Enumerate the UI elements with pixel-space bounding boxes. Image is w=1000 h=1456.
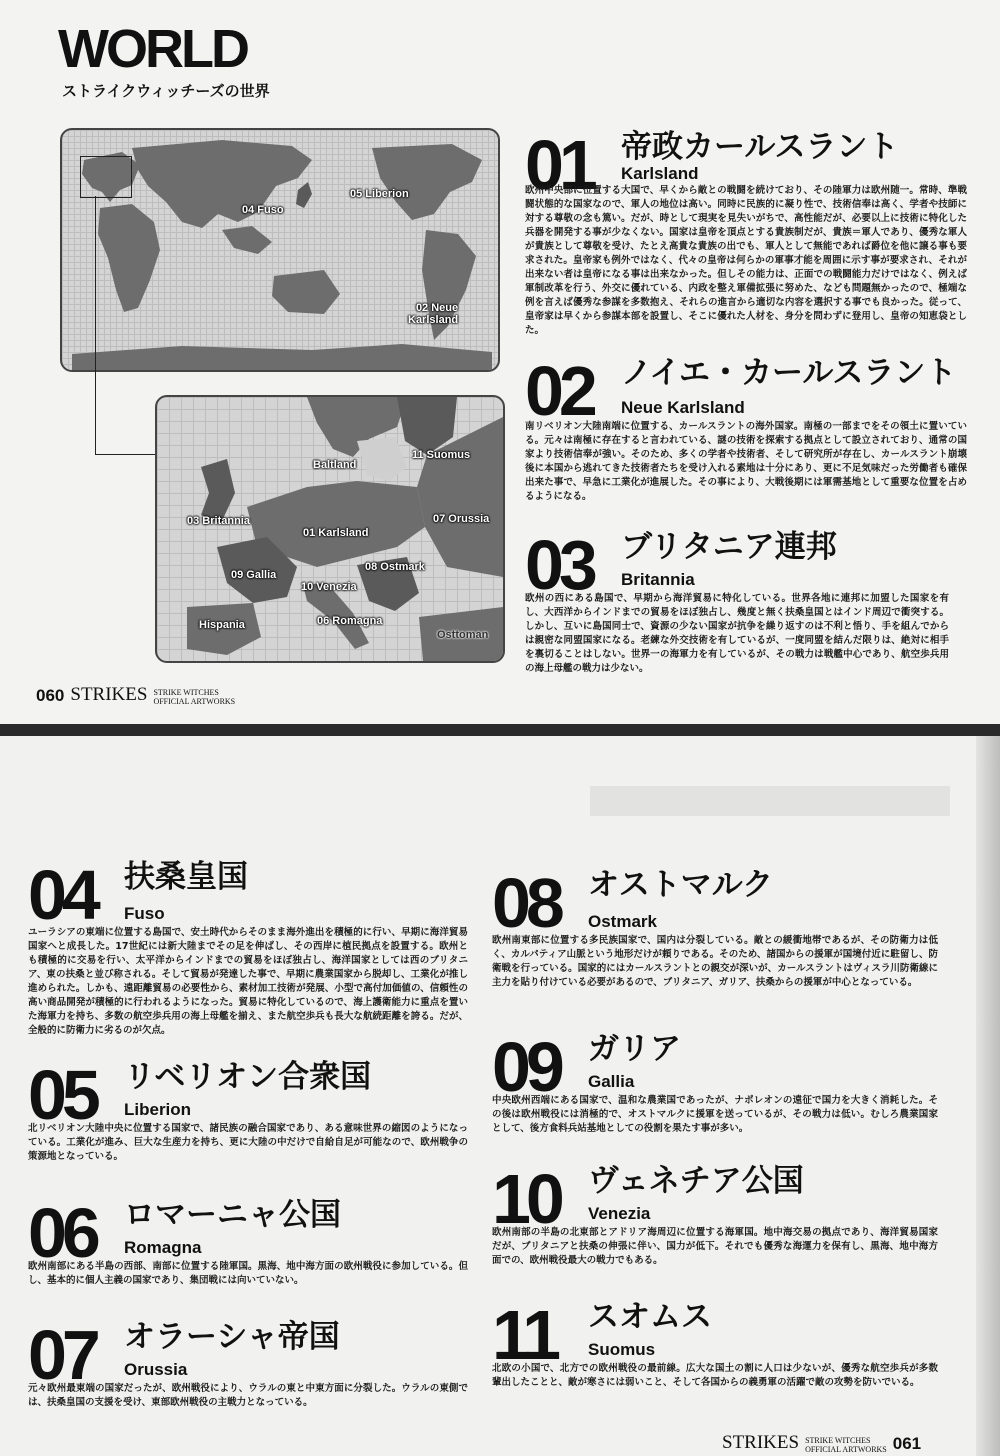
country-entry [492,1160,942,1284]
page-title: WORLD [58,19,247,79]
country-description: 中央欧州西端にある国家で、温和な農業国であったが、ナポレオンの遠征で国力を大きく消耗した。その後は欧州戦役には消極的で、オストマルクに援軍を送っているが、その戦力は低い。むしろ農業国家として、後方食料兵站基地としての役割を果たす事が多い。 [492,1095,938,1134]
map-label-baltland: Baltland [313,459,357,471]
country-entry [28,1316,468,1420]
footer-brand-small: STRIKE WITCHES OFFICIAL ARTWORKS [153,688,236,706]
bleed-through-shape [590,776,950,826]
country-entry [28,1056,468,1170]
country-entry [492,864,942,1008]
country-number: 08 [492,864,560,942]
map-label-orussia: 07 Orussia [433,513,490,525]
country-description: 南リベリオン大陸南端に位置する、カールスラントの海外国家。南極の一部までをその領土に置いている。元々は南極に存在すると言われている、謎の技術を探索する拠点として設立されており、通常の国家より技術信奉が強い。そのため、多くの学者や技術者、そして研究所が存在し、カールスラント崩壊後に本国から逃れてきた技術者たちを受け入れる素地は十分にあり、更に不足気味だった労働者も確保出来た事で、早急に工業化が進展した。その事により、大戦後期には軍需基地として重要な位置を占めるようになる。 [525,421,967,502]
country-name-jp: ロマーニャ公国 [124,1197,341,1233]
country-number: 05 [28,1056,96,1134]
map-label-venezia: 10 Venezia [301,581,357,593]
country-number: 01 [525,126,593,204]
country-number: 07 [28,1316,96,1394]
page-subtitle: ストライクウィッチーズの世界 [62,82,270,100]
country-name-en: Fuso [124,904,165,923]
country-number: 02 [525,352,593,430]
country-entry [28,1194,468,1298]
country-description: 北リベリオン大陸中央に位置する国家で、諸民族の融合国家であり、ある意味世界の縮図のようになっている。工業化が進み、巨大な生産力を持ち、更に大陸の中だけで自給自足が可能なので、欧州戦争の策源地となっている。 [28,1123,468,1162]
country-description: 欧州の西にある島国で、早期から海洋貿易に特化している。世界各地に連邦に加盟した国家を有し、大西洋からインドまでの貿易をほぼ独占し、幾度と無く扶桑皇国とはインド周辺で衝突する。しかし、互いに島国同士で、資源の少ない国家が抗争を繰り返すのは不利と悟り、手を組んでからは親密な同盟国家になる。老練な外交技術を有しているが、一度同盟を結んだ限りは、絶対に相手を裏切ることはしない。世界一の海軍力を有しているが、その戦力は戦艦中心であり、航空歩兵用の海上母艦の戦力は少ない。 [525,593,949,674]
page-footer [36,684,235,706]
country-entry [492,1028,942,1152]
country-description: 欧州南部にある半島の西部、南部に位置する陸軍国。黒海、地中海方面の欧州戦役に参加している。但し、基本的に個人主義の国家であり、集団戦には向いていない。 [28,1261,468,1286]
country-entry [525,352,975,506]
country-number: 09 [492,1028,560,1106]
country-name-en: Venezia [588,1204,651,1223]
map-label-britannia: 03 Britannia [187,515,250,527]
country-number: 04 [28,856,96,934]
country-description: 北欧の小国で、北方での欧州戦役の最前線。広大な国土の割に人口は少ないが、優秀な航空歩兵が多数輩出したことと、敵が寒さには弱いこと、そして各国からの義勇軍の活躍で敵の攻勢を防いでいる。 [492,1363,938,1388]
page-061 [0,736,1000,1456]
map-label-gallia: 09 Gallia [231,569,277,581]
country-number: 10 [492,1160,560,1238]
map-connector-line [95,196,96,454]
world-map [60,128,500,372]
bleed-through-text [590,776,950,837]
europe-zoom-box [80,156,132,198]
country-name-en: Gallia [588,1072,635,1091]
map-label-osttoman: Osttoman [437,629,489,641]
country-entry [492,1296,942,1410]
country-name-jp: リベリオン合衆国 [124,1059,372,1095]
map-label-fuso: 04 Fuso [242,204,284,216]
page-number: 060 [36,686,65,705]
footer-brand: STRIKES [70,684,148,705]
country-entry [525,526,955,680]
country-entry [525,126,975,336]
country-name-jp: ブリタニア連邦 [621,529,837,565]
country-name-jp: ノイエ・カールスラント [621,355,957,391]
footer-brand-small: STRIKE WITCHES OFFICIAL ARTWORKS [805,1436,887,1454]
map-label-neue-karlsland: 02 Neue Karlsland [408,302,459,327]
country-name-en: Orussia [124,1360,188,1379]
map-connector-line [95,454,155,455]
binding-edge [976,736,1000,1456]
map-label-karlsland: 01 Karlsland [303,527,369,539]
map-label-hispania: Hispania [199,619,245,631]
map-label-liberion: 05 Liberion [350,188,409,200]
country-name-en: Karlsland [621,164,699,183]
page-060 [0,0,1000,724]
country-description: 欧州南部の半島の北東部とアドリア海周辺に位置する海軍国。地中海交易の拠点であり、海洋貿易国家だが、ブリタニアと扶桑の伸張に伴い、国力が低下。それでも優秀な海運力を保有し、黒海、地中海方面での、欧州戦役最大の戦力でもある。 [492,1227,938,1266]
country-name-jp: オストマルク [588,867,774,903]
country-name-en: Neue Karlsland [621,398,745,417]
country-description: ユーラシアの東端に位置する島国で、安土時代からそのまま海外進出を積極的に行い、早期に海洋貿易国家へと成長した。17世紀には新大陸までその足を伸ばし、その西岸に植民拠点を設置する。欧州とも積極的に交易を行い、太平洋からインドまでの貿易をほぼ独占し、海洋国家としては西のブリタニア、東の扶桑と並び称される。そして貿易が発達した事で、早期に農業国家から脱却し、工業化が推し進められた。しかも、遠距離貿易の必要性から、素材加工技術が発展、小型で高付加価値の、信頼性の高い商品開発が積極的に行われるようになった。貿易に特化しているので、海上護衛能力に重点を置いた海軍力を持ち、多数の航空歩兵用の海上母艦を揃え、また航空歩兵も長大な航続距離を誇る。だが、全般的に防衛力に劣るのが欠点。 [28,927,468,1036]
country-name-en: Liberion [124,1100,192,1119]
country-description: 欧州南東部に位置する多民族国家で、国内は分裂している。敵との緩衝地帯であるが、その防衛力は低く、カルパティア山脈という地形だけが頼りである。そのため、諸国からの援軍が国境付近に駐留し、防衛戦を行っている。国家的にはカールスラントとの親交が深いが、カールスラントはヴィスラ川防衛線に主力を貼り付けている必要があるので、ブリタニア、ガリア、扶桑からの援軍が中心となっている。 [492,935,938,988]
page-number: 061 [892,1434,922,1453]
map-label-suomus: 11 Suomus [412,449,471,461]
page-footer [722,1432,921,1454]
country-description: 欧州中央部に位置する大国で、早くから敵との戦闘を続けており、その陸軍力は欧州随一。常時、準戦闘状態的な国家なので、軍人の地位は高い。同時に民族的に凝り性で、技術信奉は高く、学者や技師に対する尊敬の念も篤い。だが、時として現実を見失いがちで、高性能だが、必要以上に技術に特化した兵器を開発する事が少なくない。国家は皇帝を頂点とする貴族制だが、貴族＝軍人であり、優秀な軍人が貴族として尊敬を受け、たとえ高貴な貴族の出でも、軍人として無能であれば爵位を他に譲る事も要求された。皇帝家も例外ではなく、代々の皇帝は何らかの軍事才能を周囲に示す事が要求され、それが出来ない者は皇帝になる事は出来なかった。但しその能力は、正面での戦闘能力だけではなく、例えば軍制改革を行う、外交に優れている、内政を整え軍備拡張に努めた、なども問題無かったので、極端な例を言えば優秀な参謀を多数抱え、それらの進言から適切な内容を選択する事でも良かった。従って、皇帝家は早くから参謀本部を設置し、そこに優れた人材を、身分を問わずに登用し、皇帝の知恵袋とした。 [525,185,967,336]
map-label-ostmark: 08 Ostmark [365,561,425,573]
country-description: 元々欧州最東端の国家だったが、欧州戦役により、ウラルの東と中東方面に分裂した。ウラルの東側では、扶桑皇国の支援を受け、東部欧州戦役の主戦力となっている。 [28,1383,468,1408]
country-name-jp: ガリア [588,1031,681,1067]
country-number: 11 [492,1296,556,1374]
map-label-romagna: 06 Romagna [317,615,383,627]
country-number: 06 [28,1194,96,1272]
country-name-jp: オラーシャ帝国 [124,1319,340,1355]
country-name-en: Ostmark [588,912,657,931]
country-name-jp: スオムス [588,1299,712,1335]
country-name-jp: 扶桑皇国 [124,859,248,895]
country-name-jp: ヴェネチア公国 [588,1163,804,1199]
country-name-en: Suomus [588,1340,656,1359]
country-name-jp: 帝政カールスラント [621,129,899,165]
country-number: 03 [525,526,593,604]
country-entry [28,856,468,1036]
footer-brand: STRIKES [722,1432,800,1453]
country-name-en: Britannia [621,570,695,589]
country-name-en: Romagna [124,1238,202,1257]
europe-map [155,395,505,663]
